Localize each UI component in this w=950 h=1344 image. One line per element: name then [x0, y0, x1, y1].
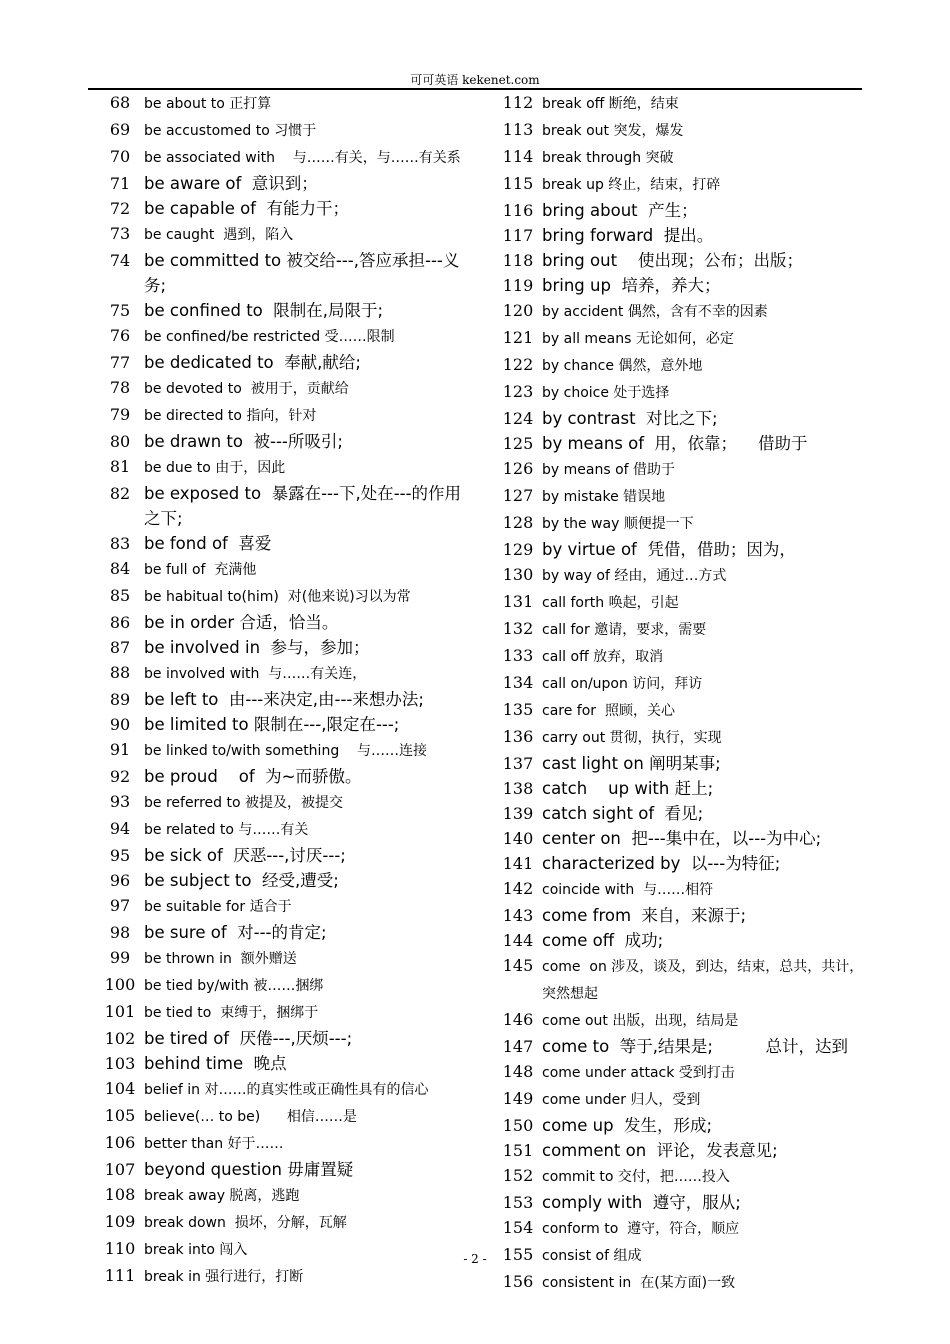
entry-number: 116 [502, 201, 534, 220]
entry-number: 103 [104, 1054, 136, 1073]
entry-number: 100 [104, 975, 136, 994]
entry-number: 91 [109, 740, 131, 759]
phrase-entry [494, 1113, 864, 1138]
entry-number: 105 [104, 1106, 136, 1125]
phrase-entry [494, 1086, 864, 1113]
entry-text: by means of 用，依靠； 借助于 [542, 434, 808, 453]
phrase-entry [96, 402, 466, 429]
phrase-entry [494, 90, 864, 117]
entry-number: 148 [502, 1062, 534, 1081]
entry-text: be related to 与……有关 [144, 822, 309, 838]
entry-number: 124 [502, 409, 534, 428]
entry-number: 98 [109, 923, 131, 942]
phrase-entry [494, 697, 864, 724]
entry-text: be tired of 厌倦---,厌烦---; [144, 1029, 353, 1048]
entry-number: 102 [104, 1029, 136, 1048]
entry-number: 90 [109, 715, 131, 734]
entry-text: break down 损坏，分解，瓦解 [144, 1215, 347, 1231]
entry-text: bring forward 提出。 [542, 226, 714, 245]
entry-number: 80 [109, 432, 131, 451]
entry-number: 152 [502, 1166, 534, 1185]
phrase-entry [494, 1215, 864, 1242]
phrase-entry [494, 144, 864, 171]
entry-text: be suitable for 适合于 [144, 899, 292, 915]
phrase-entry [494, 171, 864, 198]
entry-text: belief in 对……的真实性或正确性具有的信心 [144, 1082, 429, 1098]
entry-text: break in 强行进行，打断 [144, 1269, 304, 1285]
phrase-entry [96, 945, 466, 972]
entry-number: 78 [109, 378, 131, 397]
phrase-entry [494, 483, 864, 510]
entry-text: come under 归人，受到 [542, 1092, 701, 1108]
entry-text: be due to 由于，因此 [144, 460, 286, 476]
entry-text: break into 闯入 [144, 1242, 248, 1258]
phrase-entry [494, 1163, 864, 1190]
entry-text: be aware of 意识到； [144, 174, 318, 193]
entry-text: break off 断绝，结束 [542, 96, 679, 112]
entry-number: 87 [109, 638, 131, 657]
phrase-entry [494, 198, 864, 223]
entry-text: be tied by/with 被……捆绑 [144, 978, 324, 994]
page-header: 可可英语 kekenet.com [410, 73, 540, 87]
phrase-entry [96, 1157, 466, 1182]
entry-text: be accustomed to 习惯于 [144, 123, 317, 139]
entry-text: be directed to 指向，针对 [144, 408, 317, 424]
entry-number: 111 [104, 1266, 136, 1285]
entry-text: by means of 借助于 [542, 462, 676, 478]
phrase-entry [96, 893, 466, 920]
entry-number: 120 [502, 301, 534, 320]
entry-text: break away 脱离，逃跑 [144, 1188, 300, 1204]
entry-text: be exposed to 暴露在---下,处在---的作用之下; [144, 484, 462, 528]
entry-number: 93 [109, 792, 131, 811]
entry-number: 119 [502, 276, 534, 295]
entry-number: 123 [502, 382, 534, 401]
entry-text: be confined/be restricted 受……限制 [144, 329, 395, 345]
entry-text: be involved in 参与，参加； [144, 638, 370, 657]
entry-text: be about to 正打算 [144, 96, 272, 112]
entry-text: be caught 遇到，陷入 [144, 227, 294, 243]
entry-text: come on 涉及，谈及，到达，结束，总共，共计，突然想起 [542, 959, 864, 1002]
phrase-entry [494, 273, 864, 298]
entry-text: cast light on 阐明某事; [542, 754, 721, 773]
phrase-entry [494, 431, 864, 456]
entry-text: be referred to 被提及，被提交 [144, 795, 343, 811]
entry-number: 104 [104, 1079, 136, 1098]
entry-text: break through 突破 [542, 150, 674, 166]
entry-text: call for 邀请，要求，需要 [542, 622, 707, 638]
phrase-entry [96, 999, 466, 1026]
entry-number: 129 [502, 540, 534, 559]
entry-number: 121 [502, 328, 534, 347]
entry-number: 82 [109, 484, 131, 503]
entry-number: 142 [502, 879, 534, 898]
phrase-entry [494, 325, 864, 352]
left-phrase-column [96, 90, 466, 1290]
entry-number: 136 [502, 727, 534, 746]
phrase-entry [96, 350, 466, 375]
phrase-entry [494, 352, 864, 379]
entry-number: 125 [502, 434, 534, 453]
phrase-entry [96, 583, 466, 610]
phrase-entry [494, 776, 864, 801]
entry-text: be proud of 为~而骄傲。 [144, 767, 362, 786]
entry-text: center on 把---集中在，以---为中心; [542, 829, 822, 848]
entry-text: by virtue of 凭借，借助；因为， [542, 540, 796, 559]
phrase-entry [96, 90, 466, 117]
phrase-entry [96, 972, 466, 999]
phrase-entry [494, 510, 864, 537]
entry-number: 68 [109, 93, 131, 112]
phrase-entry [96, 764, 466, 789]
phrase-entry [494, 751, 864, 776]
entry-text: be confined to 限制在,局限于; [144, 301, 384, 320]
phrase-entry [494, 1007, 864, 1034]
phrase-entry [494, 456, 864, 483]
entry-number: 126 [502, 459, 534, 478]
entry-number: 71 [109, 174, 131, 193]
phrase-entry [494, 298, 864, 325]
phrase-entry [494, 117, 864, 144]
entry-number: 83 [109, 534, 131, 553]
entry-number: 130 [502, 565, 534, 584]
phrase-entry [494, 801, 864, 826]
entry-number: 89 [109, 690, 131, 709]
entry-text: be capable of 有能力干； [144, 199, 349, 218]
phrase-entry [494, 248, 864, 273]
phrase-entry [96, 531, 466, 556]
phrase-entry [494, 928, 864, 953]
phrase-entry [494, 379, 864, 406]
entry-text: conform to 遵守，符合，顺应 [542, 1221, 740, 1237]
entry-text: by contrast 对比之下; [542, 409, 718, 428]
phrase-entry [96, 1130, 466, 1157]
phrase-entry [494, 876, 864, 903]
phrase-entry [96, 610, 466, 635]
phrase-entry [494, 537, 864, 562]
entry-number: 110 [104, 1239, 136, 1258]
entry-text: come up 发生，形成; [542, 1116, 713, 1135]
entry-number: 84 [109, 559, 131, 578]
phrase-entry [96, 481, 466, 531]
page-number: - 2 - [463, 1252, 487, 1266]
entry-number: 132 [502, 619, 534, 638]
entry-text: be thrown in 额外赠送 [144, 951, 297, 967]
entry-text: be full of 充满他 [144, 562, 257, 578]
entry-number: 81 [109, 457, 131, 476]
phrase-entry [96, 660, 466, 687]
phrase-entry [494, 616, 864, 643]
entry-number: 131 [502, 592, 534, 611]
entry-number: 99 [109, 948, 131, 967]
entry-text: come out 出版，出现，结局是 [542, 1013, 739, 1029]
entry-number: 149 [502, 1089, 534, 1108]
entry-number: 108 [104, 1185, 136, 1204]
phrase-entry [96, 868, 466, 893]
entry-text: be sure of 对---的肯定; [144, 923, 327, 942]
entry-number: 70 [109, 147, 131, 166]
entry-number: 112 [502, 93, 534, 112]
entry-number: 114 [502, 147, 534, 166]
entry-number: 113 [502, 120, 534, 139]
phrase-entry [494, 724, 864, 751]
phrase-entry [494, 589, 864, 616]
entry-number: 86 [109, 613, 131, 632]
entry-text: be linked to/with something 与……连接 [144, 743, 428, 759]
entry-number: 139 [502, 804, 534, 823]
entry-text: be habitual to(him) 对(他来说)习以为常 [144, 589, 411, 605]
entry-text: come from 来自，来源于; [542, 906, 747, 925]
entry-text: by way of 经由，通过…方式 [542, 568, 727, 584]
entry-text: be involved with 与……有关连， [144, 666, 367, 682]
entry-number: 97 [109, 896, 131, 915]
entry-text: be devoted to 被用于，贡献给 [144, 381, 349, 397]
entry-text: come off 成功; [542, 931, 664, 950]
entry-number: 144 [502, 931, 534, 950]
right-phrase-column [494, 90, 864, 1296]
phrase-entry [96, 1103, 466, 1130]
entry-number: 106 [104, 1133, 136, 1152]
entry-text: call forth 唤起，引起 [542, 595, 679, 611]
entry-text: by all means 无论如何，必定 [542, 331, 734, 347]
entry-text: be sick of 厌恶---,讨厌---; [144, 846, 346, 865]
entry-number: 96 [109, 871, 131, 890]
entry-text: be dedicated to 奉献,献给; [144, 353, 361, 372]
phrase-entry [494, 953, 864, 1007]
entry-number: 95 [109, 846, 131, 865]
entry-number: 156 [502, 1272, 534, 1291]
entry-number: 85 [109, 586, 131, 605]
entry-number: 72 [109, 199, 131, 218]
entry-text: by chance 偶然，意外地 [542, 358, 703, 374]
phrase-entry [96, 248, 466, 298]
phrase-entry [96, 375, 466, 402]
phrase-entry [96, 737, 466, 764]
entry-number: 79 [109, 405, 131, 424]
entry-number: 133 [502, 646, 534, 665]
phrase-entry [96, 920, 466, 945]
entry-number: 127 [502, 486, 534, 505]
entry-text: be tied to 束缚于，捆绑于 [144, 1005, 319, 1021]
entry-text: call on/upon 访问，拜访 [542, 676, 703, 692]
entry-text: consistent in 在(某方面)一致 [542, 1275, 736, 1291]
entry-text: bring up 培养，养大； [542, 276, 721, 295]
phrase-entry [96, 298, 466, 323]
phrase-entry [96, 117, 466, 144]
phrase-entry [96, 1209, 466, 1236]
entry-number: 140 [502, 829, 534, 848]
entry-number: 134 [502, 673, 534, 692]
phrase-entry [494, 643, 864, 670]
entry-number: 146 [502, 1010, 534, 1029]
entry-number: 135 [502, 700, 534, 719]
entry-text: be fond of 喜爱 [144, 534, 272, 553]
phrase-entry [96, 789, 466, 816]
phrase-entry [494, 223, 864, 248]
entry-text: break up 终止，结束，打碎 [542, 177, 721, 193]
entry-text: come under attack 受到打击 [542, 1065, 735, 1081]
entry-number: 76 [109, 326, 131, 345]
entry-number: 69 [109, 120, 131, 139]
entry-number: 118 [502, 251, 534, 270]
entry-text: bring about 产生； [542, 201, 698, 220]
phrase-entry [96, 1051, 466, 1076]
entry-number: 77 [109, 353, 131, 372]
entry-text: be associated with 与……有关，与……有关系 [144, 150, 461, 166]
phrase-entry [494, 826, 864, 851]
entry-text: be committed to 被交给---,答应承担---义务; [144, 251, 460, 295]
entry-text: catch up with 赶上; [542, 779, 714, 798]
entry-text: by mistake 错误地 [542, 489, 666, 505]
entry-text: care for 照顾，关心 [542, 703, 675, 719]
phrase-entry [494, 1190, 864, 1215]
phrase-entry [494, 1059, 864, 1086]
entry-number: 143 [502, 906, 534, 925]
phrase-entry [96, 429, 466, 454]
entry-text: by the way 顺便提一下 [542, 516, 694, 532]
entry-text: be in order 合适，恰当。 [144, 613, 339, 632]
phrase-entry [494, 670, 864, 697]
phrase-entry [96, 171, 466, 196]
entry-number: 74 [109, 251, 131, 270]
phrase-entry [494, 1138, 864, 1163]
entry-text: break out 突发，爆发 [542, 123, 684, 139]
entry-number: 137 [502, 754, 534, 773]
phrase-entry [96, 687, 466, 712]
entry-number: 75 [109, 301, 131, 320]
phrase-entry [494, 851, 864, 876]
phrase-entry [494, 1034, 864, 1059]
phrase-entry [494, 903, 864, 928]
entry-number: 138 [502, 779, 534, 798]
phrase-entry [96, 1263, 466, 1290]
entry-text: be limited to 限制在---,限定在---; [144, 715, 400, 734]
entry-number: 155 [502, 1245, 534, 1264]
entry-text: beyond question 毋庸置疑 [144, 1160, 354, 1179]
entry-number: 94 [109, 819, 131, 838]
phrase-entry [96, 1182, 466, 1209]
entry-text: consist of 组成 [542, 1248, 642, 1264]
phrase-entry [96, 196, 466, 221]
entry-number: 101 [104, 1002, 136, 1021]
entry-text: commit to 交付，把……投入 [542, 1169, 730, 1185]
phrase-entry [96, 556, 466, 583]
phrase-entry [96, 323, 466, 350]
entry-text: characterized by 以---为特征; [542, 854, 781, 873]
entry-text: comment on 评论，发表意见; [542, 1141, 778, 1160]
entry-number: 107 [104, 1160, 136, 1179]
entry-number: 141 [502, 854, 534, 873]
entry-text: better than 好于…… [144, 1136, 284, 1152]
entry-number: 92 [109, 767, 131, 786]
entry-number: 145 [502, 956, 534, 975]
entry-number: 150 [502, 1116, 534, 1135]
entry-text: bring out 使出现；公布；出版； [542, 251, 804, 270]
phrase-entry [96, 221, 466, 248]
entry-text: behind time 晚点 [144, 1054, 287, 1073]
phrase-entry [494, 562, 864, 589]
entry-number: 88 [109, 663, 131, 682]
entry-number: 73 [109, 224, 131, 243]
entry-text: call off 放弃，取消 [542, 649, 664, 665]
entry-text: be drawn to 被---所吸引; [144, 432, 343, 451]
entry-number: 147 [502, 1037, 534, 1056]
entry-number: 151 [502, 1141, 534, 1160]
phrase-entry [96, 454, 466, 481]
phrase-entry [96, 712, 466, 737]
phrase-entry [494, 406, 864, 431]
entry-text: coincide with 与……相符 [542, 882, 714, 898]
entry-text: believe(… to be) 相信……是 [144, 1109, 357, 1125]
phrase-entry [96, 843, 466, 868]
phrase-entry [96, 1026, 466, 1051]
phrase-entry [494, 1269, 864, 1296]
entry-text: be subject to 经受,遭受; [144, 871, 339, 890]
entry-text: come to 等于,结果是; 总计，达到 [542, 1037, 848, 1056]
entry-number: 109 [104, 1212, 136, 1231]
entry-number: 122 [502, 355, 534, 374]
entry-number: 115 [502, 174, 534, 193]
entry-number: 153 [502, 1193, 534, 1212]
entry-text: be left to 由---来决定,由---来想办法; [144, 690, 424, 709]
phrase-entry [96, 816, 466, 843]
entry-number: 154 [502, 1218, 534, 1237]
entry-number: 117 [502, 226, 534, 245]
entry-text: comply with 遵守，服从; [542, 1193, 741, 1212]
entry-text: by choice 处于选择 [542, 385, 670, 401]
entry-text: by accident 偶然，含有不幸的因素 [542, 304, 768, 320]
phrase-entry [96, 1076, 466, 1103]
phrase-entry [96, 144, 466, 171]
phrase-entry [96, 635, 466, 660]
entry-number: 128 [502, 513, 534, 532]
entry-text: catch sight of 看见; [542, 804, 704, 823]
entry-text: carry out 贯彻，执行，实现 [542, 730, 722, 746]
